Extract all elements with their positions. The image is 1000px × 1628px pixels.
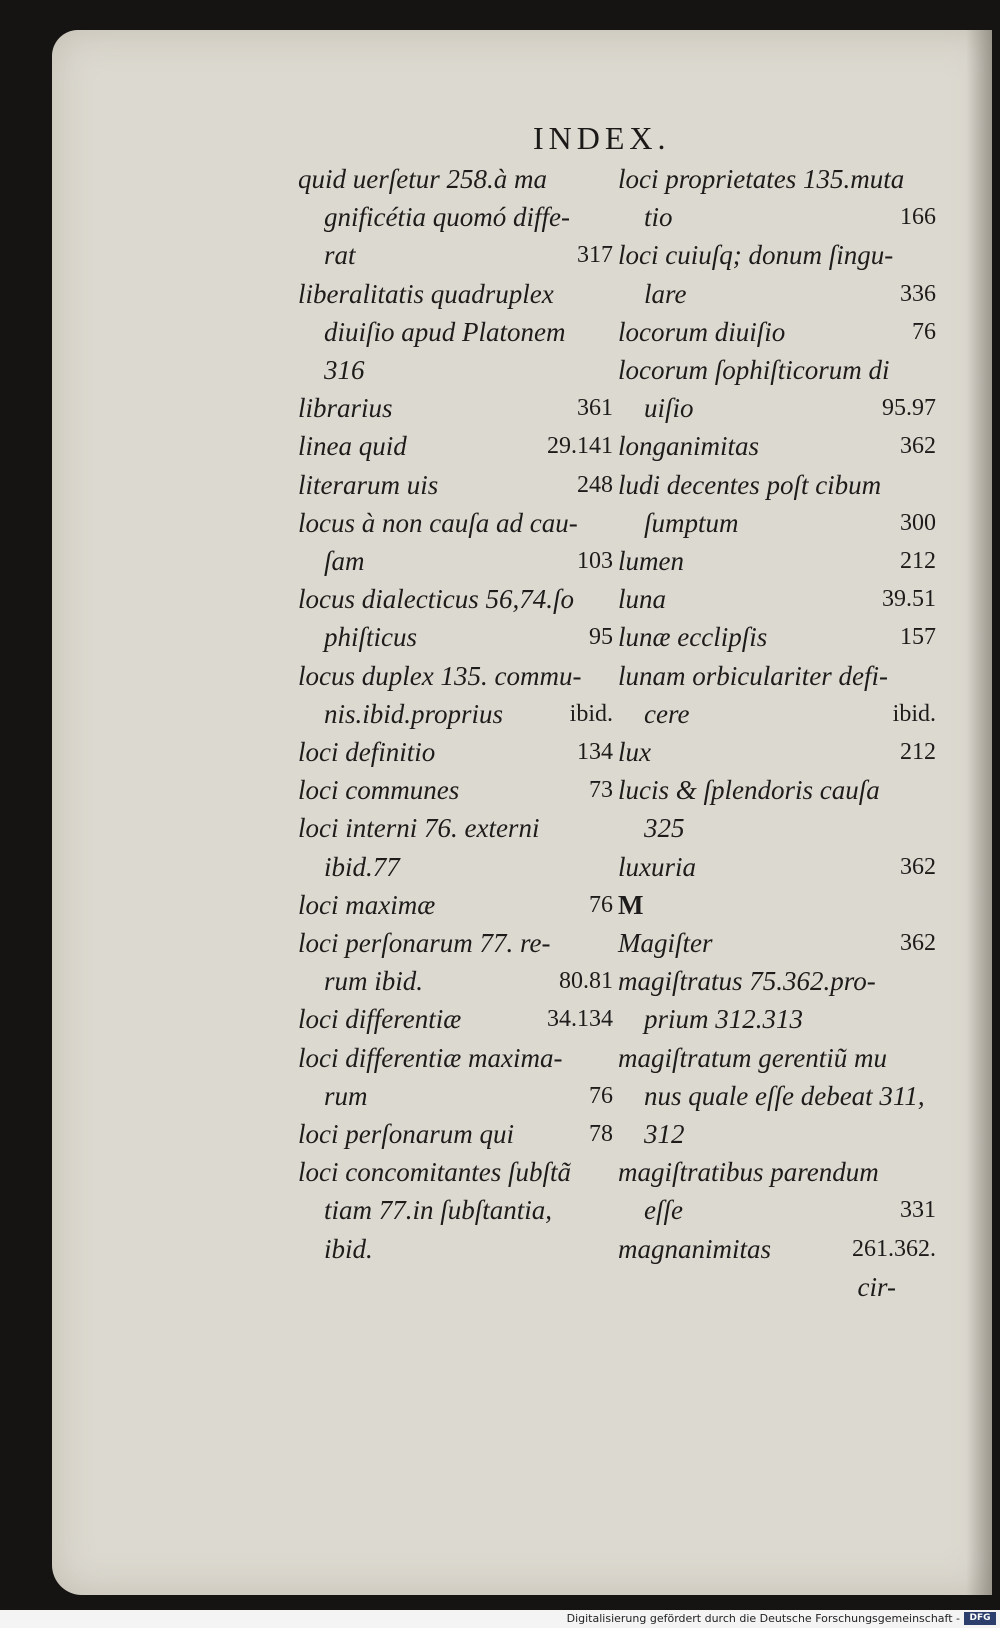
index-line [298, 962, 613, 1000]
index-line [618, 466, 936, 504]
page-reference: 362 [900, 853, 936, 880]
index-line [618, 1077, 936, 1115]
index-line [618, 160, 936, 198]
index-line [298, 1191, 613, 1229]
index-term: magiſtratibus parendum [618, 1157, 879, 1188]
index-line [618, 1000, 936, 1038]
index-term: uiſio [644, 393, 694, 424]
index-term: rum ibid. [324, 966, 424, 997]
page-reference: ibid. [892, 700, 936, 727]
index-term: liberalitatis quadruplex [298, 278, 554, 309]
index-line [618, 389, 936, 427]
index-term: ludi decentes poſt cibum [618, 469, 882, 500]
index-line [298, 389, 613, 427]
index-line [618, 427, 936, 465]
page-reference: 29.141 [547, 433, 613, 460]
index-line [618, 924, 936, 962]
page-reference: ibid. [569, 700, 613, 727]
page-reference: 331 [900, 1197, 936, 1224]
index-term: nus quale eſſe debeat 311, [644, 1080, 925, 1111]
index-line [618, 198, 936, 236]
index-term: loci interni 76. externi [298, 813, 540, 844]
index-term: 325 [644, 813, 685, 844]
index-term: ibid.77 [324, 851, 400, 882]
index-term: 316 [324, 355, 365, 386]
section-letter-heading [618, 886, 936, 924]
index-term: rum [324, 1080, 368, 1111]
index-line [298, 1039, 613, 1077]
index-line [298, 695, 613, 733]
index-term: lunam orbiculariter defi- [618, 660, 888, 691]
index-term: loci perſonarum qui [298, 1119, 514, 1150]
index-term: magnanimitas [618, 1233, 772, 1264]
index-term: lunæ ecclipſis [618, 622, 768, 653]
index-term: loci cuiuſq; donum ſingu- [618, 240, 894, 271]
index-line [618, 580, 936, 618]
index-line [298, 886, 613, 924]
index-term: locus dialecticus 56,74.ſo [298, 584, 574, 615]
index-column-right [618, 160, 936, 1306]
index-term: tiam 77.in ſubſtantia, [324, 1195, 553, 1226]
page-reference: 95 [589, 624, 613, 651]
page-reference: 95.97 [882, 395, 936, 422]
page-reference: 248 [577, 471, 613, 498]
index-line [298, 427, 613, 465]
index-line [618, 504, 936, 542]
index-line [298, 198, 613, 236]
page-reference: 212 [900, 548, 936, 575]
index-term: quid uerſetur 258.à ma [298, 164, 547, 194]
index-term: rat [324, 240, 356, 271]
index-line [298, 160, 613, 198]
index-line [298, 313, 613, 351]
index-line [618, 313, 936, 351]
index-line [618, 1039, 936, 1077]
index-term: longanimitas [618, 431, 760, 462]
index-line [618, 1191, 936, 1229]
page-reference: 261.362. [852, 1235, 936, 1262]
index-term: eſſe [644, 1195, 683, 1226]
index-line [618, 275, 936, 313]
index-line [298, 924, 613, 962]
page-reference: 362 [900, 433, 936, 460]
index-line [618, 657, 936, 695]
index-line [298, 580, 613, 618]
index-line [298, 466, 613, 504]
index-term: locus à non cauſa ad cau- [298, 507, 578, 538]
index-term: loci definitio [298, 737, 436, 768]
footer-bar [0, 1610, 1000, 1628]
page-reference: 300 [900, 509, 936, 536]
index-line [618, 542, 936, 580]
index-term: literarum uis [298, 469, 439, 500]
index-term: locorum diuiſio [618, 316, 786, 347]
catchword: cir- [857, 1271, 896, 1302]
index-term: lucis & ſplendoris cauſa [618, 775, 880, 806]
index-line [298, 618, 613, 656]
index-term: Magiſter [618, 928, 713, 959]
index-line [298, 275, 613, 313]
index-line [618, 733, 936, 771]
page-reference: 76 [912, 318, 936, 345]
index-term: M [618, 889, 644, 920]
dfg-logo: DFG [964, 1612, 996, 1625]
index-column-left [298, 160, 613, 1268]
index-term: loci communes [298, 775, 460, 806]
index-line [298, 1077, 613, 1115]
index-term: tio [644, 202, 673, 233]
index-term: locorum ſophiſticorum di [618, 355, 890, 386]
index-term: loci differentiæ [298, 1004, 462, 1035]
index-line [618, 1153, 936, 1191]
index-term: gnificétia quomó diffe- [324, 202, 570, 233]
page-reference: 78 [589, 1121, 613, 1148]
page-reference: 39.51 [882, 586, 936, 613]
page-reference: 76 [589, 891, 613, 918]
index-line [298, 1000, 613, 1038]
index-term: loci proprietates 135.muta [618, 164, 905, 194]
page-reference: 34.134 [547, 1006, 613, 1033]
index-line [618, 618, 936, 656]
index-term: locus duplex 135. commu- [298, 660, 582, 691]
index-term: magiſtratum gerentiũ mu [618, 1042, 887, 1073]
index-line [298, 1153, 613, 1191]
index-term: diuiſio apud Platonem [324, 316, 566, 347]
index-line [298, 809, 613, 847]
index-term: lux [618, 737, 651, 768]
page-reference: 166 [900, 204, 936, 231]
index-line [618, 1115, 936, 1153]
index-term: lare [644, 278, 687, 309]
index-line [618, 848, 936, 886]
index-term: ibid. [324, 1233, 373, 1264]
index-line [298, 504, 613, 542]
index-term: loci differentiæ maxima- [298, 1042, 563, 1073]
page-reference: 157 [900, 624, 936, 651]
page-reference: 103 [577, 548, 613, 575]
index-line [298, 771, 613, 809]
index-term: luna [618, 584, 667, 615]
index-line [298, 236, 613, 274]
page-reference: 362 [900, 930, 936, 957]
index-term: loci perſonarum 77. re- [298, 928, 551, 959]
index-line [618, 1230, 936, 1268]
index-line [618, 809, 936, 847]
index-line [298, 1115, 613, 1153]
index-term: cere [644, 698, 690, 729]
page-reference: 76 [589, 1082, 613, 1109]
index-term: nis.ibid.proprius [324, 698, 504, 729]
running-header: INDEX. [533, 120, 671, 156]
index-line [618, 771, 936, 809]
index-term: luxuria [618, 851, 696, 882]
index-line [298, 657, 613, 695]
index-term: loci maximæ [298, 889, 436, 920]
page-reference: 361 [577, 395, 613, 422]
index-term: ſumptum [644, 507, 739, 538]
index-line [618, 351, 936, 389]
index-line [618, 962, 936, 1000]
index-term: phiſticus [324, 622, 417, 653]
index-term: prium 312.313 [644, 1004, 804, 1035]
index-line [298, 848, 613, 886]
index-term: loci concomitantes ſubſtã [298, 1157, 571, 1188]
index-term: 312 [644, 1119, 685, 1150]
index-term: ſam [324, 546, 365, 577]
page-reference: 134 [577, 739, 613, 766]
index-line [298, 733, 613, 771]
index-line [618, 236, 936, 274]
index-line [298, 1230, 613, 1268]
index-term: lumen [618, 546, 684, 577]
index-line [298, 542, 613, 580]
funding-notice: Digitalisierung gefördert durch die Deutsche Forschungsgemeinschaft - [566, 1612, 960, 1625]
page-reference: 73 [589, 777, 613, 804]
page-gutter-shadow [966, 30, 992, 1595]
index-line [618, 695, 936, 733]
page-reference: 317 [577, 242, 613, 269]
page-reference: 80.81 [559, 968, 613, 995]
index-term: librarius [298, 393, 393, 424]
index-term: magiſtratus 75.362.pro- [618, 966, 876, 997]
page-reference: 212 [900, 739, 936, 766]
index-line [298, 351, 613, 389]
page-reference: 336 [900, 280, 936, 307]
index-term: linea quid [298, 431, 407, 462]
